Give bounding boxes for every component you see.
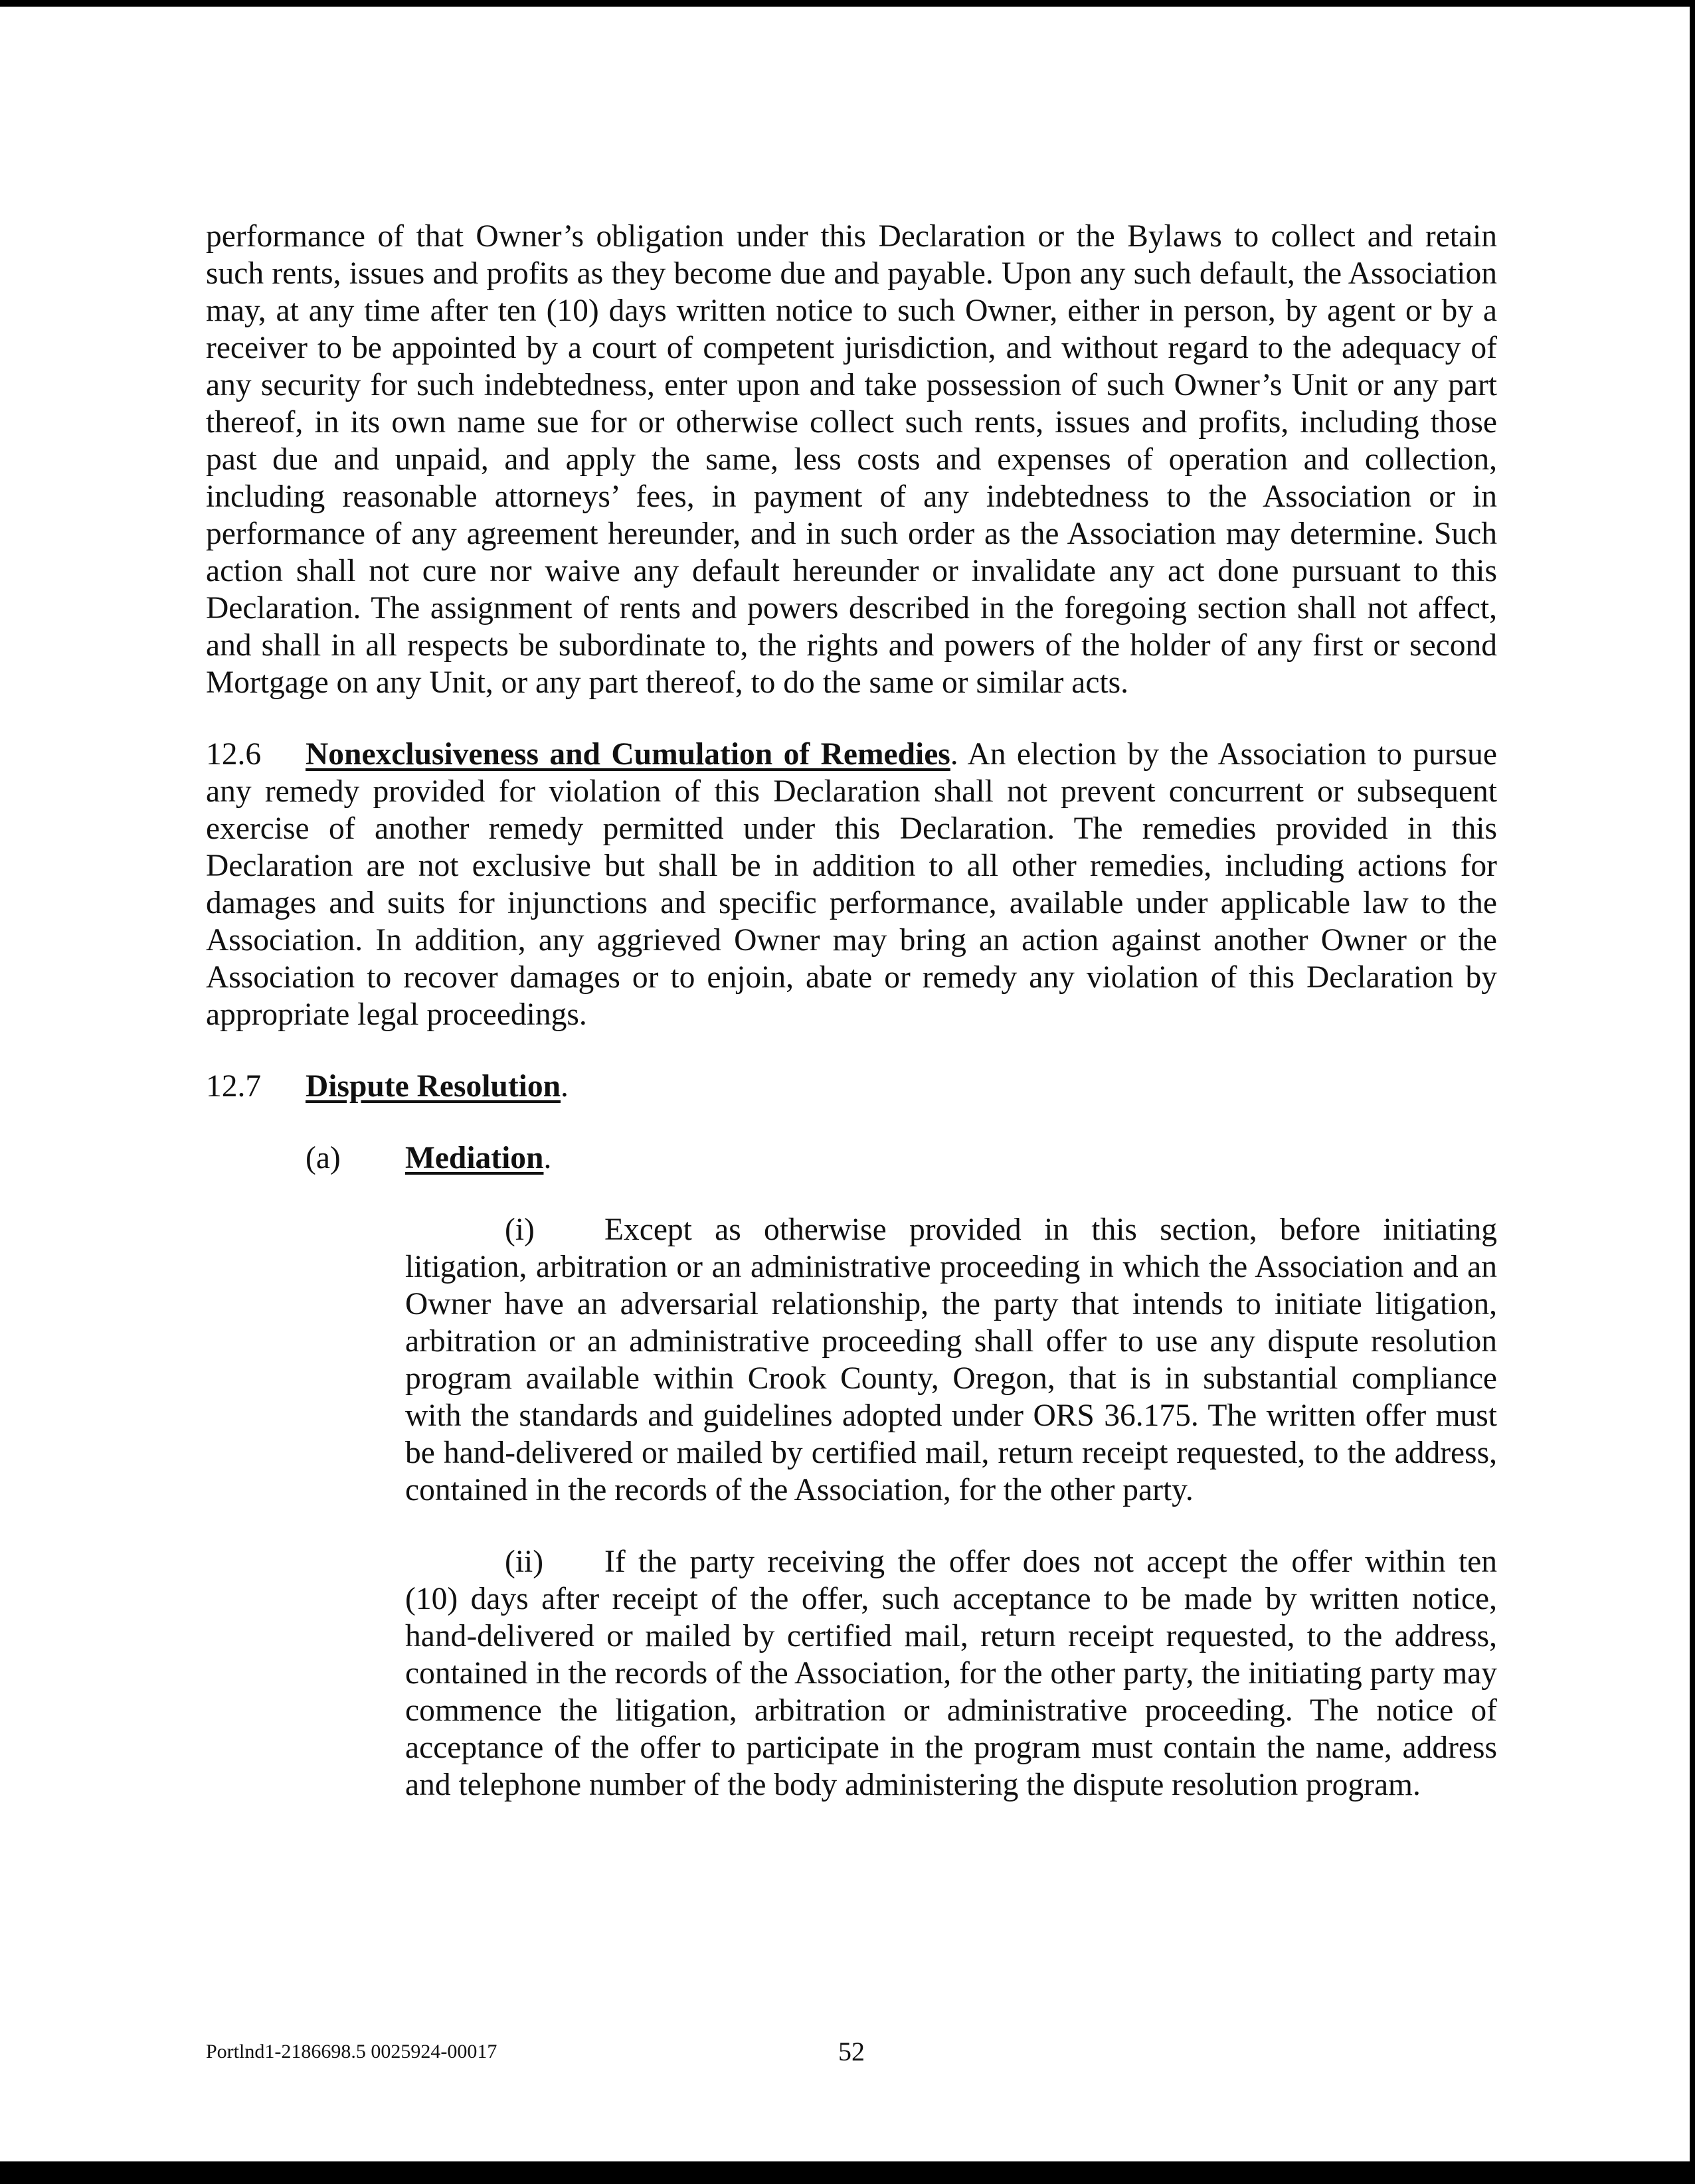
item-i-label: (i) <box>505 1213 535 1247</box>
section-12-6-text: . An election by the Association to pursue any remedy provided for violation of this Declaration shall not prevent concurrent or subsequent exercise of another remedy permitted under this Declaration. The remedies provided in this Declaration are not exclusive but shall be in addition to all other remedies, including actions for damages and suits for injunctions and specific performance, available under applicable law to the Association. In addition, any aggrieved Owner may bring an action against another Owner or the Association to recover damages or to enjoin, abate or remedy any violation of this Declaration by appropriate legal proceedings. <box>206 737 1497 1032</box>
item-ii-label: (ii) <box>505 1545 544 1579</box>
section-12-6-heading: Nonexclusiveness and Cumulation of Remedies <box>306 737 950 772</box>
section-12-7-paragraph <box>206 1068 1497 1105</box>
item-i-paragraph <box>405 1211 1497 1509</box>
scan-border-top <box>0 0 1695 7</box>
subsection-a-trail: . <box>543 1141 552 1175</box>
continuation-paragraph: performance of that Owner’s obligation under this Declaration or the Bylaws to collect and retain such rents, issues and profits as they become due and payable. Upon any such default, the Association may, at any time after ten (10) days written notice to such Owner, either in person, by agent or by a receiver to be appointed by a court of competent jurisdiction, and without regard to the adequacy of any security for such indebtedness, enter upon and take possession of such Owner’s Unit or any part thereof, in its own name sue for or otherwise collect such rents, issues and profits, including those past due and unpaid, and apply the same, less costs and expenses of operation and collection, including reasonable attorneys’ fees, in payment of any indebtedness to the Association or in performance of any agreement hereunder, and in such order as the Association may determine. Such action shall not cure nor waive any default hereunder or invalidate any act done pursuant to this Declaration. The assignment of rents and powers described in the foregoing section shall not affect, and shall in all respects be subordinate to, the rights and powers of the holder of any first or second Mortgage on any Unit, or any part thereof, to do the same or similar acts. <box>206 219 1497 700</box>
section-12-7-trail: . <box>561 1069 569 1104</box>
subsection-a-paragraph <box>306 1139 1497 1177</box>
item-ii-paragraph <box>405 1543 1497 1804</box>
section-12-7-heading: Dispute Resolution <box>306 1069 561 1104</box>
section-12-6-number: 12.6 <box>206 737 262 772</box>
section-12-7-number: 12.7 <box>206 1069 262 1104</box>
item-i-text: Except as otherwise provided in this section, before initiating litigation, arbitration or an administrative proceeding in which the Association and an Owner have an adversarial relationship, the party that intends to initiate litigation, arbitration or an administrative proceeding shall offer to use any dispute resolution program available within Crook County, Oregon, that is in substantial compliance with the standards and guidelines adopted under ORS 36.175. The written offer must be hand-delivered or mailed by certified mail, return receipt requested, to the address, contained in the records of the Association, for the other party. <box>405 1213 1497 1507</box>
subsection-a-label: (a) <box>306 1141 341 1175</box>
subsection-a-heading: Mediation <box>405 1141 544 1175</box>
section-12-6-paragraph <box>206 736 1497 1033</box>
footer-page-number: 52 <box>838 2037 865 2066</box>
scan-border-right <box>1690 0 1695 2184</box>
page-body <box>206 218 1497 1804</box>
footer-document-id: Portlnd1-2186698.5 0025924-00017 <box>206 2041 497 2062</box>
item-ii-text: If the party receiving the offer does not accept the offer within ten (10) days after receipt of the offer, such acceptance to be made by written notice, hand-delivered or mailed by certified mail, return receipt requested, to the address, contained in the records of the Association, for the other party, the initiating party may commence the litigation, arbitration or administrative proceeding. The notice of acceptance of the offer to participate in the program must contain the name, address and telephone number of the body administering the dispute resolution program. <box>405 1545 1497 1802</box>
scan-border-bottom <box>0 2161 1695 2184</box>
